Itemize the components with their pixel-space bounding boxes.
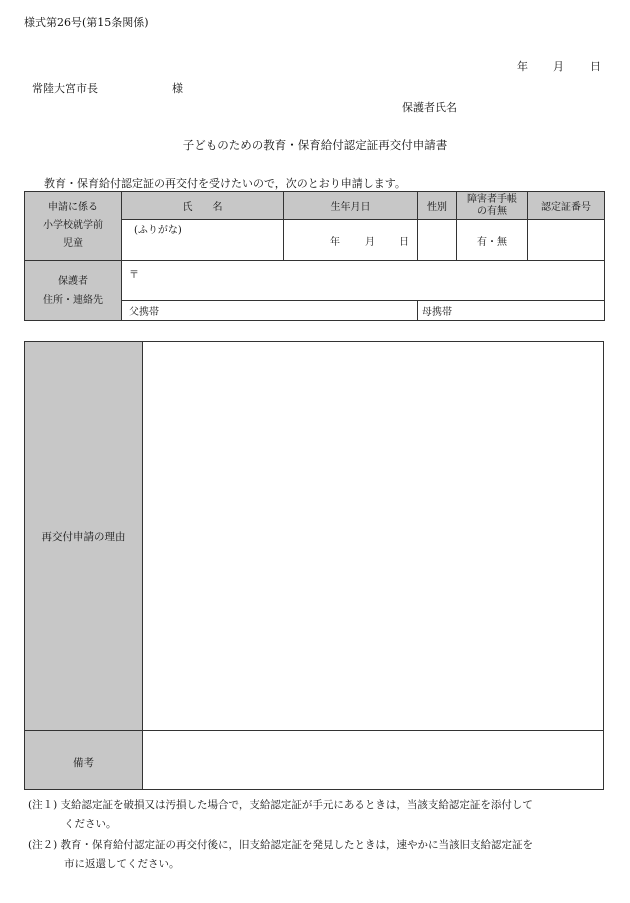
child-row-label-line3: 児童 — [63, 238, 83, 249]
child-row-label-line1: 申請に係る — [48, 202, 98, 213]
child-name-field[interactable] — [122, 220, 284, 261]
intro-text: 教育・保育給付認定証の再交付を受けたいので，次のとおり申請します。 — [44, 177, 406, 190]
postal-mark: 〒 — [129, 270, 139, 281]
reason-table — [24, 341, 604, 790]
date-month-label: 月 — [553, 60, 564, 73]
birthdate-column-header: 生年月日 — [284, 192, 418, 220]
mother-mobile-field[interactable] — [418, 301, 605, 321]
mother-mobile-label: 母携帯 — [422, 307, 452, 318]
note-1-continued: ください。 — [64, 818, 117, 830]
name-column-header: 氏 名 — [122, 192, 284, 220]
remarks-field[interactable] — [143, 731, 603, 789]
cert-number-field[interactable] — [528, 220, 605, 261]
guardian-address-field[interactable] — [122, 261, 605, 301]
birth-year-label: 年 — [330, 237, 340, 248]
note-1: (注１) 支給認定証を破損又は汚損した場合で，支給認定証が手元にあるときは，当該支給認定証を添付して — [28, 799, 533, 811]
guardian-name-label: 保護者氏名 — [402, 101, 457, 114]
disability-column-header — [457, 192, 528, 220]
birth-month-label: 月 — [365, 237, 375, 248]
guardian-row-label — [25, 261, 122, 321]
guardian-label-line1: 保護者 — [58, 275, 88, 287]
disability-choice[interactable]: 有・無 — [457, 220, 528, 261]
note-2: (注２) 教育・保育給付認定証の再交付後に，旧支給認定証を発見したときは，速やかに当該旧支給認定証を — [28, 839, 534, 851]
gender-field[interactable] — [418, 220, 457, 261]
disability-header-line1: 障害者手帳 — [467, 193, 517, 205]
birthdate-field[interactable] — [284, 220, 418, 261]
guardian-label-line2: 住所・連絡先 — [43, 294, 103, 306]
reason-label: 再交付申請の理由 — [41, 531, 126, 543]
honorific: 様 — [172, 82, 183, 95]
disability-header-line2: の有無 — [477, 205, 507, 217]
remarks-label: 備考 — [73, 757, 94, 769]
cert-number-column-header: 認定証番号 — [528, 192, 605, 220]
applicant-table — [24, 191, 605, 321]
date-year-label: 年 — [517, 60, 528, 73]
reason-field[interactable] — [143, 342, 603, 729]
document-title: 子どものための教育・保育給付認定証再交付申請書 — [182, 138, 448, 152]
child-row-label — [25, 192, 122, 261]
addressee: 常陸大宮市長 — [32, 82, 98, 95]
note-2-continued: 市に返還してください。 — [64, 858, 180, 870]
birth-day-label: 日 — [399, 237, 409, 248]
furigana-label: (ふりがな) — [134, 225, 182, 236]
gender-column-header: 性別 — [418, 192, 457, 220]
form-number: 様式第26号(第15条関係) — [24, 16, 149, 29]
father-mobile-field[interactable] — [122, 301, 418, 321]
child-row-label-line2: 小学校就学前 — [43, 220, 103, 231]
reason-label-column — [25, 342, 143, 789]
father-mobile-label: 父携帯 — [129, 307, 159, 318]
date-day-label: 日 — [590, 60, 601, 73]
application-date — [0, 58, 630, 74]
